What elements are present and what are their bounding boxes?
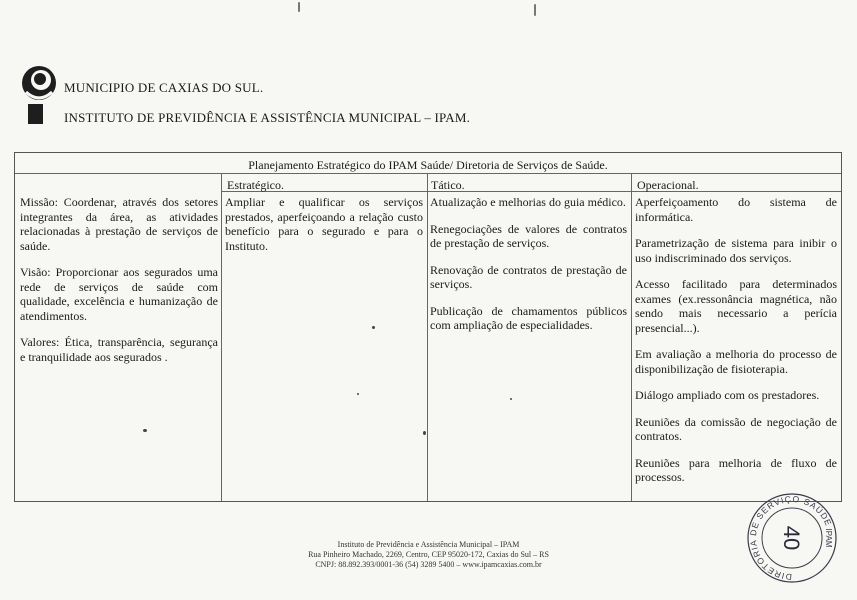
operational-item: Parametrização de sistema para inibir o uso indiscriminado dos serviços. <box>635 236 837 265</box>
tactical-column <box>430 195 627 345</box>
strategic-column <box>225 195 423 265</box>
department-stamp <box>742 492 842 584</box>
tactical-item: Renegociações de valores de contratos de prestação de serviços. <box>430 221 627 250</box>
table-title: Planejamento Estratégico do IPAM Saúde/ Diretoria de Serviços de Saúde. <box>248 158 608 172</box>
scan-speck <box>357 393 359 395</box>
scan-speck <box>534 4 536 16</box>
page-footer <box>0 540 857 570</box>
ipam-logo <box>20 64 58 126</box>
divider <box>427 173 428 501</box>
strategic-text: Ampliar e qualificar os serviços prestados, aperfeiçoando a relação custo benefício para o segurado e para o Instituto. <box>225 195 423 253</box>
operational-item: Acesso facilitado para determinados exames (ex.ressonância magnética, não sendo mais necessario a perícia presencial...). <box>635 277 837 335</box>
stamp-ring-text: DIRETORIA DE SERVIÇO SAÚDE <box>748 493 834 583</box>
operational-item: Reuniões da comissão de negociação de contratos. <box>635 414 837 443</box>
divider <box>221 173 222 501</box>
header-estrategico: Estratégico. <box>227 178 284 192</box>
header-operacional: Operacional. <box>637 178 699 192</box>
mission-text: Missão: Coordenar, através dos setores integrantes da área, as atividades relacionadas à prestação de serviços de saúde. <box>20 195 218 253</box>
footer-address: Rua Pinheiro Machado, 2269, Centro, CEP 95020-172, Caxias do Sul – RS <box>308 550 549 559</box>
scan-speck <box>298 2 300 12</box>
scan-speck <box>143 429 147 432</box>
strategic-planning-table <box>14 152 842 502</box>
tactical-item: Renovação de contratos de prestação de serviços. <box>430 262 627 291</box>
header-tatico: Tático. <box>431 178 465 192</box>
mission-column <box>20 195 218 376</box>
scan-speck <box>510 398 512 400</box>
tactical-item: Atualização e melhorias do guia médico. <box>430 195 626 209</box>
operational-column <box>635 195 837 497</box>
divider <box>15 173 841 174</box>
tactical-item: Publicação de chamamentos públicos com ampliação de especialidades. <box>430 303 627 332</box>
values-text: Valores: Ética, transparência, segurança e tranquilidade aos segurados . <box>20 335 218 364</box>
stamp-page-number: 40 <box>779 525 804 551</box>
footer-institute: Instituto de Previdência e Assistência Municipal – IPAM <box>337 540 520 549</box>
operational-item: Reuniões para melhoria de fluxo de processos. <box>635 455 837 484</box>
footer-contact: CNPJ: 88.892.393/0001-36 (54) 3289 5400 – www.ipamcaxias.com.br <box>315 560 542 569</box>
operational-item: Em avaliação a melhoria do processo de disponibilização de fisioterapia. <box>635 347 837 376</box>
operational-item: Aperfeiçoamento do sistema de informática. <box>635 195 837 224</box>
municipality-heading: MUNICIPIO DE CAXIAS DO SUL. <box>64 80 264 95</box>
divider <box>631 173 632 501</box>
operational-item: Diálogo ampliado com os prestadores. <box>635 388 820 402</box>
institute-heading: INSTITUTO DE PREVIDÊNCIA E ASSISTÊNCIA MUNICIPAL – IPAM. <box>64 110 471 125</box>
vision-text: Visão: Proporcionar aos segurados uma rede de serviços de saúde com qualidade, excelência e humanização de atendimentos. <box>20 265 218 323</box>
divider <box>221 191 841 192</box>
scan-speck <box>423 431 426 435</box>
stamp-ipam-text: IPAM <box>824 528 833 548</box>
scan-speck <box>372 326 375 329</box>
